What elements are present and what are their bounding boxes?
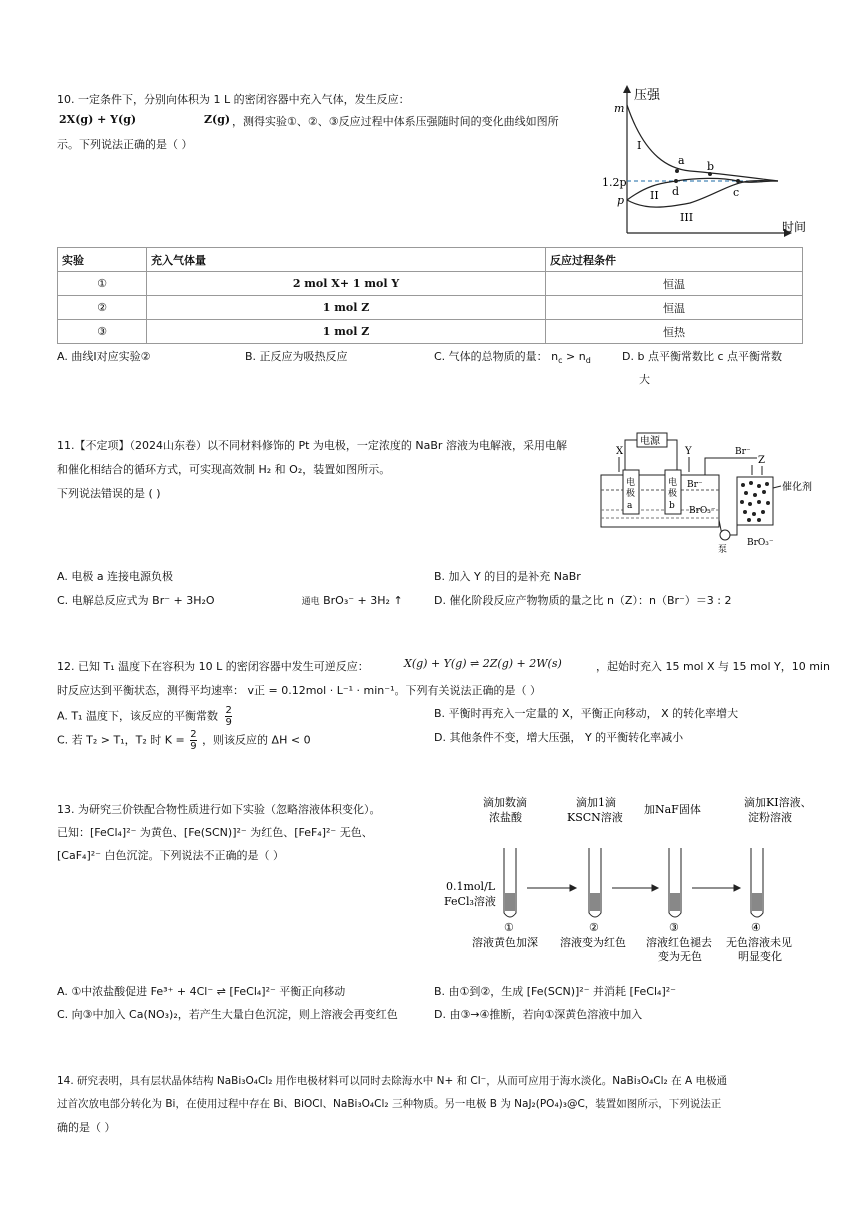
wire-right (667, 440, 677, 470)
table-cell: ② (58, 296, 147, 320)
svg-text:滴加数滴: 滴加数滴 (483, 796, 527, 809)
q13-option-a: A. ①中浓盐酸促进 Fe³⁺ + 4Cl⁻ ⇌ [FeCl₄]²⁻ 平衡正向移动 (57, 985, 346, 998)
electrode-b-label-3: b (669, 501, 675, 511)
q13-line3: [CaF₄]²⁻ 白色沉淀。下列说法不正确的是（ ） (57, 849, 284, 862)
table-header-row (58, 248, 803, 272)
q13-option-d: D. 由③→④推断，若向①深黄色溶液中加入 (434, 1008, 643, 1021)
x-axis-label: 时间 (782, 220, 807, 234)
q13-line2: 已知：[FeCl₄]²⁻ 为黄色、[Fe(SCN)]²⁻ 为红色、[FeF₄]²⁻ 无色、 (57, 826, 373, 839)
q13-line1: 13. 为研究三价铁配合物性质进行如下实验（忽略溶液体积变化）。 (57, 803, 381, 816)
q11-option-c-text: C. 电解总反应式为 Br⁻ + 3H₂O (57, 594, 215, 607)
q10-option-c: C. 气体的总物质的量： $n_c > n_d$ (434, 350, 591, 366)
q10-line1: 10. 一定条件下，分别向体积为 1 L 的密闭容器中充入气体，发生反应： (57, 93, 410, 106)
q12-reaction: X(g) + Y(g) ⇌ 2Z(g) + 2W(s) (404, 657, 562, 670)
tick-1.2p: 1.2p (602, 176, 627, 189)
q11-option-c-condition: 通电 (301, 597, 320, 607)
electrode-a-label-3: a (627, 501, 633, 511)
svg-text:0.1mol/L: 0.1mol/L (446, 880, 496, 893)
q10-option-a: A. 曲线Ⅰ对应实验② (57, 350, 151, 363)
wire-left (625, 440, 637, 470)
point-b-label: b (707, 160, 715, 173)
point-d (674, 179, 678, 183)
q10-equation-left: 2X(g) + Y(g) (59, 113, 137, 126)
q12-option-a-numerator: 2 (225, 705, 232, 716)
table-header-cell: 反应过程条件 (546, 248, 803, 272)
tick-p: p (617, 194, 625, 207)
svg-text:KSCN溶液: KSCN溶液 (567, 811, 623, 824)
svg-text:溶液红色褪去: 溶液红色褪去 (646, 936, 712, 949)
process-arrows (527, 885, 740, 891)
electrode-a-label-2: 极 (626, 489, 636, 499)
pipe-top (705, 458, 732, 475)
q10-pressure-time-figure (590, 83, 815, 243)
q12-line2: 时反应达到平衡状态，测得平均速率： v正 = 0.12mol · L⁻¹ · min⁻¹。下列有关说法正确的是（ ） (57, 684, 541, 697)
table-header-cell: 充入气体量 (147, 248, 546, 272)
label-z: Z (758, 455, 765, 466)
q12-line1c: ，起始时充入 15 mol X 与 15 mol Y，10 min (596, 660, 830, 673)
y-axis-arrow (623, 85, 631, 93)
svg-text:明显变化: 明显变化 (738, 950, 782, 963)
tubes (504, 848, 763, 917)
top-labels (483, 795, 812, 824)
catalyst-pointer (773, 486, 781, 488)
catalyst-particles (740, 481, 770, 522)
q11-option-a: A. 电极 a 连接电源负极 (57, 570, 174, 583)
label-y: Y (685, 446, 692, 457)
label-br-in: Br⁻ (687, 480, 703, 490)
point-c-label: c (733, 186, 740, 199)
q10-line3: 示。下列说法正确的是（ ） (57, 138, 193, 151)
q13-option-b: B. 由①到②，生成 [Fe(SCN)]²⁻ 并消耗 [FeCl₄]²⁻ (434, 985, 676, 998)
q10-option-c-text: C. 气体的总物质的量： n (434, 350, 559, 363)
point-d-label: d (672, 185, 680, 198)
svg-text:浓盐酸: 浓盐酸 (489, 811, 522, 824)
bottom-labels (472, 935, 792, 963)
svg-text:滴加1滴: 滴加1滴 (576, 796, 616, 809)
svg-text:③: ③ (669, 921, 679, 934)
q12-option-a-denominator: 9 (225, 717, 232, 728)
y-axis-label: 压强 (634, 88, 661, 103)
label-br-return: Br⁻ (735, 447, 751, 457)
svg-text:滴加KI溶液、: 滴加KI溶液、 (744, 796, 812, 809)
svg-text:溶液黄色加深: 溶液黄色加深 (472, 936, 538, 949)
table-cell: 恒热 (546, 320, 803, 344)
svg-text:②: ② (589, 921, 599, 934)
table-row (58, 272, 803, 296)
q12-option-a-text: A. T₁ 温度下，该反应的平衡常数 (57, 709, 218, 723)
tick-m: m (614, 102, 625, 115)
q11-option-c (57, 592, 403, 608)
q10-equation-right: Z(g) (204, 113, 231, 126)
table-cell: 1 mol Z (147, 296, 546, 320)
q11-line2: 和催化相结合的循环方式，可实现高效制 H₂ 和 O₂，装置如图所示。 (57, 463, 391, 476)
pump (720, 530, 730, 540)
q10-option-b: B. 正反应为吸热反应 (245, 350, 348, 363)
table-cell: 恒温 (546, 296, 803, 320)
q11-electrolysis-apparatus (597, 430, 837, 555)
q10-option-d: D. b 点平衡常数比 c 点平衡常数 (622, 350, 782, 363)
electrode-b-label-2: 极 (668, 489, 678, 499)
q10-option-d-line2: 大 (639, 373, 650, 386)
table-cell: 1 mol Z (147, 320, 546, 344)
svg-text:变为无色: 变为无色 (658, 950, 702, 963)
label-catalyst: 催化剂 (782, 482, 812, 493)
q11-option-d: D. 催化阶段反应产物物质的量之比 n（Z）：n（Br⁻）＝3 : 2 (434, 594, 732, 607)
table-row (58, 296, 803, 320)
label-bro3-cell: BrO₃⁻ (689, 506, 716, 516)
table-row (58, 320, 803, 344)
svg-text:FeCl₃溶液: FeCl₃溶液 (444, 895, 496, 908)
q13-test-tube-figure (440, 793, 840, 963)
table-cell: 2 mol X+ 1 mol Y (147, 272, 546, 296)
label-I: I (637, 139, 642, 152)
label-III: III (680, 211, 694, 224)
q11-line3: 下列说法错误的是 ( ) (57, 487, 161, 500)
q12-option-c-denominator: 9 (190, 741, 197, 752)
svg-text:④: ④ (751, 921, 761, 934)
label-II: II (650, 189, 659, 202)
left-label (444, 880, 496, 908)
table-cell: 恒温 (546, 272, 803, 296)
tube-numbers (504, 921, 761, 934)
table-header-cell: 实验 (58, 248, 147, 272)
q12-option-c-text: C. 若 T₂ > T₁，T₂ 时 K = (57, 733, 185, 747)
q11-option-c-tail: BrO₃⁻ + 3H₂ ↑ (323, 594, 403, 607)
q12-option-c (57, 729, 311, 752)
label-bro3-out: BrO₃⁻ (747, 538, 774, 548)
curve-I (627, 105, 778, 181)
electrode-a-label-1: 电 (626, 478, 636, 488)
label-x: X (616, 446, 624, 457)
point-c (736, 179, 740, 183)
svg-text:①: ① (504, 921, 514, 934)
q10-option-c-tail: > n (562, 350, 586, 363)
q12-option-c-numerator: 2 (190, 729, 197, 740)
svg-text:无色溶液未见: 无色溶液未见 (726, 936, 792, 949)
table-cell: ① (58, 272, 147, 296)
q11-line1: 11.【不定项】（2024山东卷）以不同材料修饰的 Pt 为电极，一定浓度的 NaBr 溶液为电解液，采用电解 (57, 439, 567, 452)
q11-option-b: B. 加入 Y 的目的是补充 NaBr (434, 570, 581, 583)
svg-text:溶液变为红色: 溶液变为红色 (560, 936, 626, 949)
power-label: 电源 (640, 436, 660, 447)
q12-option-b: B. 平衡时再充入一定量的 X，平衡正向移动， X 的转化率增大 (434, 707, 739, 720)
q12-option-a (57, 705, 232, 728)
q14-line1: 14. 研究表明，具有层状晶体结构 NaBi₃O₄Cl₂ 用作电极材料可以同时去除海水中 N+ 和 Cl⁻，从而可应用于海水淡化。NaBi₃O₄Cl₂ 在 A 电极通 (57, 1075, 727, 1087)
q14-line2: 过首次放电部分转化为 Bi，在使用过程中存在 Bi、BiOCl、NaBi₃O₄Cl₂ 三种物质。另一电极 B 为 NaJ₂(PO₄)₃@C，装置如图所示，下列说法正 (57, 1098, 722, 1110)
tube-liquids (505, 893, 762, 911)
svg-text:淀粉溶液: 淀粉溶液 (748, 811, 792, 824)
q14-line3: 确的是（ ） (57, 1121, 116, 1134)
q13-option-c: C. 向③中加入 Ca(NO₃)₂，若产生大量白色沉淀，则上溶液会再变红色 (57, 1008, 398, 1021)
label-pump: 泵 (718, 545, 728, 555)
q10-experiment-table (57, 247, 803, 344)
q10-line2-rest: ，测得实验①、②、③反应过程中体系压强随时间的变化曲线如图所 (232, 115, 559, 128)
point-a (675, 169, 679, 173)
q12-option-c-tail: ，则该反应的 ΔH < 0 (202, 733, 311, 747)
electrode-b-label-1: 电 (668, 478, 678, 488)
q12-line1a: 12. 已知 T₁ 温度下在容积为 10 L 的密闭容器中发生可逆反应： (57, 660, 369, 673)
q12-option-d: D. 其他条件不变，增大压强， Y 的平衡转化率减小 (434, 731, 684, 744)
table-cell: ③ (58, 320, 147, 344)
svg-text:加NaF固体: 加NaF固体 (644, 803, 701, 816)
point-a-label: a (678, 154, 685, 167)
